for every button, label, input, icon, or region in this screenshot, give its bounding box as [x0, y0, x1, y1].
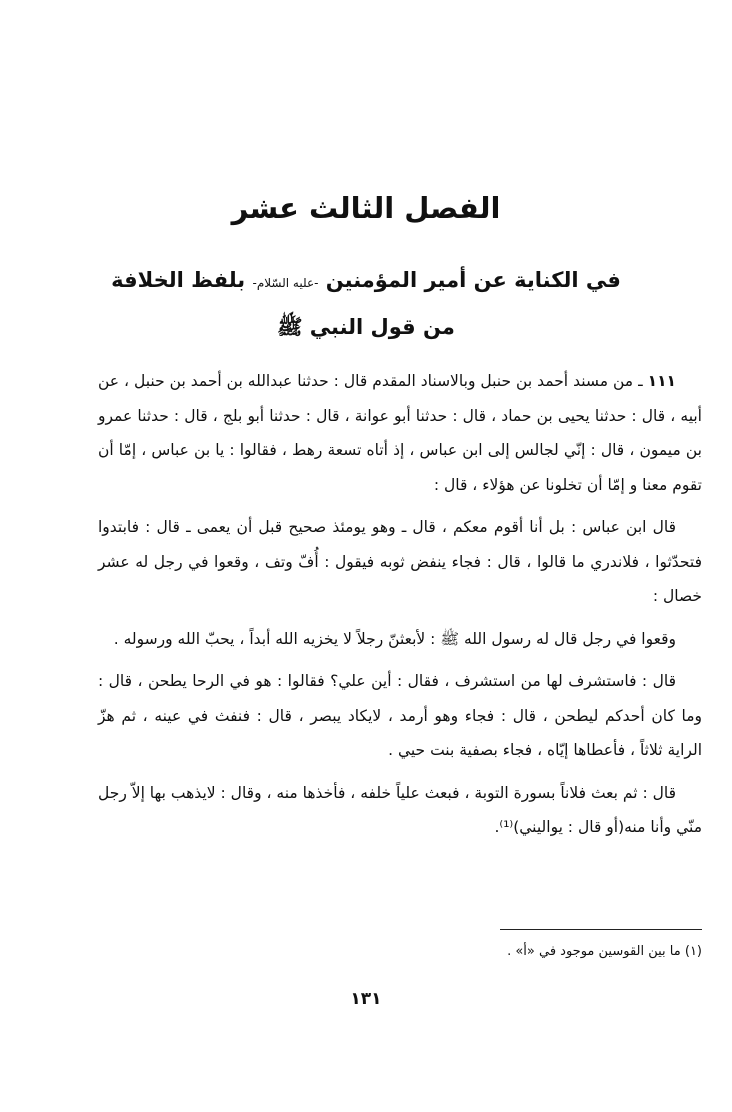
paragraph-4: قال : فاستشرف لها من استشرف ، فقال : أين علي؟ فقالوا : هو في الرحا يطحن ، قال : وما كان أحدكم ليطحن ، قال : فجاء وهو أرمد ، لايكاد يبصر ، قال : فنفث في عينه ، ثم هزّ الراية ثلاثاً ، فأعطاها إيّاه ، فجاء بصفية بنت حيي . — [98, 672, 702, 759]
paragraph-2: قال ابن عباس : بل أنا أقوم معكم ، قال ـ وهو يومئذ صحيح قبل أن يعمى ـ قال : فابتدوا فتحدّثوا ، فلاندري ما قالوا ، قال : فجاء ينفض ثوبه فيقول : أُفّ وتف ، وقعوا في رجل له عشر خصال : — [98, 518, 702, 605]
page-number: ١٣١ — [350, 989, 382, 1009]
footnote: (١) ما بين القوسين موجود في «أ» . — [507, 944, 702, 959]
paragraph-1 — [98, 364, 702, 502]
subtitle-part-1: في الكناية عن أمير المؤمنين — [325, 268, 621, 292]
paragraph-3: وقعوا في رجل قال له رسول الله ﷺ : لأبعثنّ رجلاً لا يخزيه الله أبداً ، يحبّ الله ورسوله . — [113, 629, 676, 648]
subtitle-line-2: من قول النبي ﷺ — [277, 315, 455, 339]
hadith-number: ١١١ — [647, 372, 676, 390]
subtitle-line-1 — [60, 258, 672, 305]
hadith-body — [98, 364, 702, 853]
footnote-divider — [500, 929, 702, 930]
paragraph-5: قال : ثم بعث فلاناً بسورة التوبة ، فبعث علياً خلفه ، فأخذها منه ، وقال : لايذهب بها إلاّ رجل منّي وأنا منه(أو قال : يواليني)⁽¹⁾. — [98, 783, 702, 836]
subtitle-honorific: -عليه السّلام- — [252, 276, 319, 290]
subtitle-part-2: بلفظ الخلافة — [111, 268, 246, 292]
chapter-subtitle — [60, 258, 672, 349]
chapter-title: الفصل الثالث عشر — [231, 191, 501, 225]
paragraph-1-text: ـ من مسند أحمد بن حنبل وبالاسناد المقدم قال : حدثنا عبدالله بن أحمد بن حنبل ، عن أبيه ، قال : حدثنا يحيى بن حماد ، قال : حدثنا أبو عوانة ، قال : حدثنا أبو بلج ، قال : حدثنا عمرو بن ميمون ، قال : إنّي لجالس إلى ابن عباس ، إذ أتاه تسعة رهط ، فقالوا : يا بن عباس ، إمّا أن تقوم معنا و إمّا أن تخلونا عن هؤلاء ، قال : — [98, 372, 702, 494]
